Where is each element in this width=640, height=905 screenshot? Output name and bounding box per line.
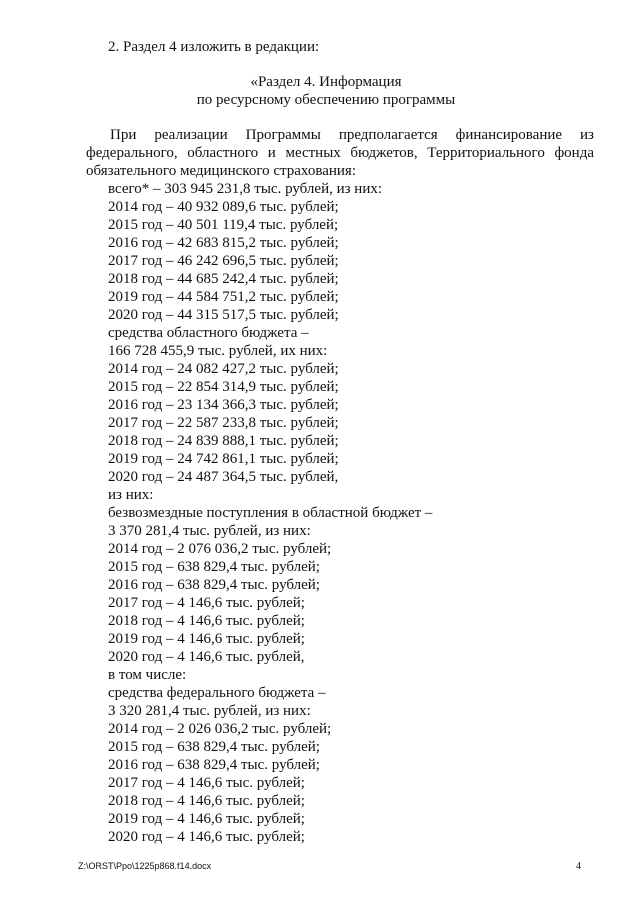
funding-line: средства федерального бюджета –: [108, 685, 326, 701]
footer-file-path: Z:\ORST\Ppo\1225p868.f14.docx: [78, 861, 212, 871]
funding-line: 2014 год – 40 932 089,6 тыс. рублей;: [108, 199, 339, 215]
funding-line: из них:: [108, 487, 154, 503]
funding-line: 2020 год – 4 146,6 тыс. рублей;: [108, 829, 305, 845]
footer-page-number: 4: [576, 861, 581, 872]
funding-line: 2019 год – 44 584 751,2 тыс. рублей;: [108, 289, 339, 305]
funding-line: 2017 год – 4 146,6 тыс. рублей;: [108, 595, 305, 611]
paragraph-line: обязательного медицинского страхования:: [86, 163, 356, 179]
funding-line: 2017 год – 4 146,6 тыс. рублей;: [108, 775, 305, 791]
funding-line: 2016 год – 23 134 366,3 тыс. рублей;: [108, 397, 339, 413]
funding-line: 2020 год – 4 146,6 тыс. рублей,: [108, 649, 305, 665]
funding-line: 2020 год – 24 487 364,5 тыс. рублей,: [108, 469, 339, 485]
funding-line: 2016 год – 42 683 815,2 тыс. рублей;: [108, 235, 339, 251]
funding-line: всего* – 303 945 231,8 тыс. рублей, из них:: [108, 181, 383, 197]
funding-line: 2018 год – 4 146,6 тыс. рублей;: [108, 793, 305, 809]
intro-text: 2. Раздел 4 изложить в редакции:: [108, 39, 320, 55]
funding-line: 2018 год – 24 839 888,1 тыс. рублей;: [108, 433, 339, 449]
funding-line: 2017 год – 46 242 696,5 тыс. рублей;: [108, 253, 339, 269]
funding-line: 3 370 281,4 тыс. рублей, из них:: [108, 523, 311, 539]
funding-line: 2018 год – 44 685 242,4 тыс. рублей;: [108, 271, 339, 287]
funding-line: 2019 год – 24 742 861,1 тыс. рублей;: [108, 451, 339, 467]
funding-line: 2015 год – 638 829,4 тыс. рублей;: [108, 739, 320, 755]
section-heading-line-2: по ресурсному обеспечению программы: [196, 92, 456, 108]
funding-line: 3 320 281,4 тыс. рублей, из них:: [108, 703, 311, 719]
funding-line: 2017 год – 22 587 233,8 тыс. рублей;: [108, 415, 339, 431]
funding-line: в том числе:: [108, 667, 187, 683]
funding-line: 2015 год – 22 854 314,9 тыс. рублей;: [108, 379, 339, 395]
funding-line: средства областного бюджета –: [108, 325, 309, 341]
funding-line: 2014 год – 2 026 036,2 тыс. рублей;: [108, 721, 332, 737]
funding-line: 2020 год – 44 315 517,5 тыс. рублей;: [108, 307, 339, 323]
funding-line: 2019 год – 4 146,6 тыс. рублей;: [108, 811, 305, 827]
funding-paragraph: [86, 126, 594, 180]
funding-line: 2016 год – 638 829,4 тыс. рублей;: [108, 757, 320, 773]
funding-line: 2014 год – 24 082 427,2 тыс. рублей;: [108, 361, 339, 377]
paragraph-line: федерального, областного и местных бюджетов, Территориального фонда: [86, 145, 594, 161]
funding-line: 166 728 455,9 тыс. рублей, их них:: [108, 343, 328, 359]
funding-line: 2015 год – 638 829,4 тыс. рублей;: [108, 559, 320, 575]
funding-line: 2014 год – 2 076 036,2 тыс. рублей;: [108, 541, 332, 557]
funding-breakdown-list: [108, 180, 432, 846]
section-heading-line-1: «Раздел 4. Информация: [250, 74, 402, 90]
funding-line: 2016 год – 638 829,4 тыс. рублей;: [108, 577, 320, 593]
funding-line: 2018 год – 4 146,6 тыс. рублей;: [108, 613, 305, 629]
funding-line: безвозмездные поступления в областной бюджет –: [108, 505, 433, 521]
funding-line: 2015 год – 40 501 119,4 тыс. рублей;: [108, 217, 339, 233]
paragraph-line: При реализации Программы предполагается финансирование из: [110, 127, 594, 143]
funding-line: 2019 год – 4 146,6 тыс. рублей;: [108, 631, 305, 647]
